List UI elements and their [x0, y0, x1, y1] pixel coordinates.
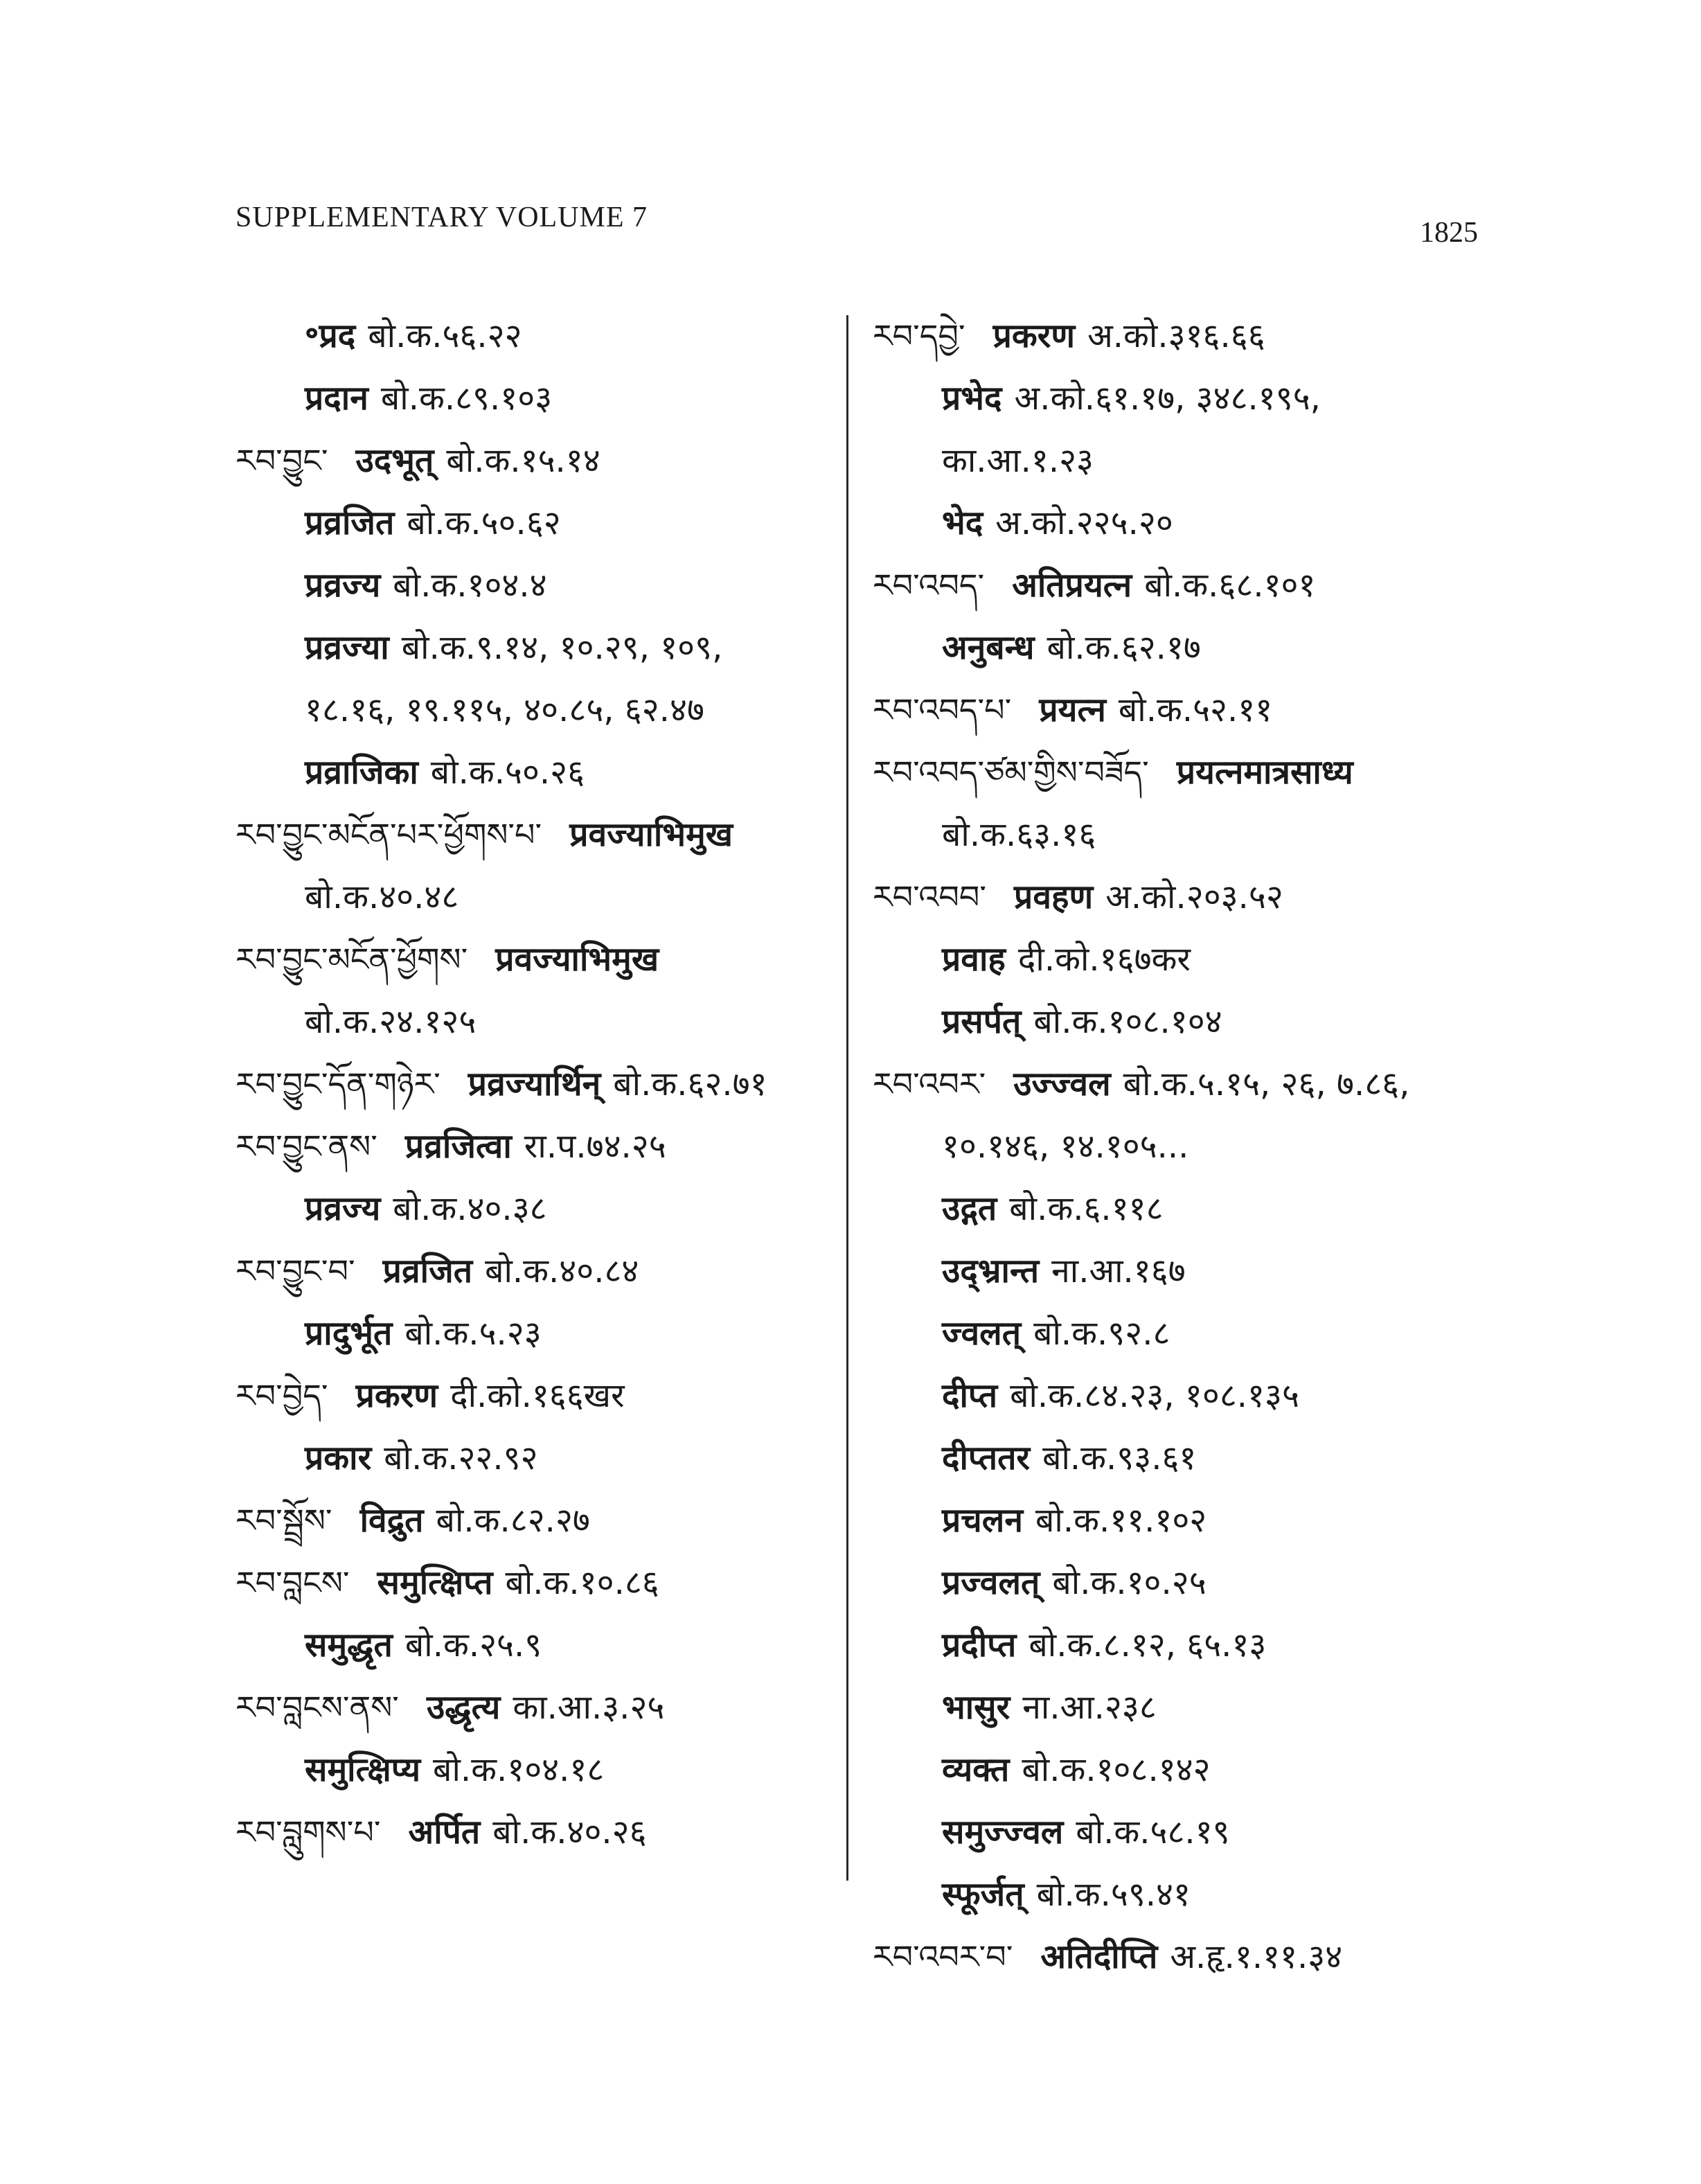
sanskrit-equivalent: प्रादुर्भूत	[305, 1314, 393, 1353]
source-reference: बो.क.६२.७१	[613, 1065, 767, 1103]
source-reference: बो.क.५२.११	[1118, 691, 1273, 729]
source-reference: बो.क.१०८.१०४	[1033, 1002, 1222, 1041]
source-reference: बो.क.५९.४१	[1036, 1875, 1191, 1914]
source-reference: बो.क.९३.६१	[1042, 1439, 1197, 1477]
dictionary-entry-line	[873, 1552, 1496, 1614]
tibetan-headword: རབ་སྦྲོས་	[235, 1502, 332, 1539]
tibetan-headword: རབ་བྱུང་དོན་གཉེར་	[235, 1065, 440, 1103]
sanskrit-equivalent: प्रदान	[305, 379, 368, 418]
source-reference: १८.१६, १९.११५, ४०.८५, ६२.४७	[305, 691, 704, 729]
sanskrit-equivalent: उद्भ्रान्त	[942, 1252, 1040, 1290]
source-reference: बो.क.१०४.४	[393, 566, 547, 605]
tibetan-headword: རབ་བླངས་	[235, 1564, 350, 1601]
source-reference: का.आ.१.२३	[942, 441, 1094, 480]
source-reference: बो.क.९२.८	[1033, 1314, 1170, 1353]
sanskrit-equivalent: समुज्ज्वल	[942, 1813, 1064, 1852]
source-reference: ना.आ.१६७	[1051, 1252, 1186, 1290]
sanskrit-equivalent: उद्गत	[942, 1189, 997, 1228]
sanskrit-equivalent: विद्रुत	[359, 1501, 424, 1540]
source-reference: बो.क.९.१४, १०.२९, १०९,	[401, 628, 723, 667]
sanskrit-equivalent: स्फूर्जत्	[942, 1875, 1024, 1914]
source-reference: बो.क.५०.६२	[407, 504, 561, 542]
dictionary-entry-line	[873, 1739, 1496, 1801]
dictionary-entry-line	[235, 1801, 880, 1863]
sanskrit-equivalent: समुत्क्षिप्त	[377, 1563, 493, 1602]
source-reference: १०.१४६, १४.१०५...	[942, 1127, 1189, 1166]
dictionary-entry-line	[873, 1801, 1496, 1863]
tibetan-headword: རབ་བྱུང་	[235, 442, 328, 479]
dictionary-entry-line	[873, 866, 1496, 928]
source-reference: बो.क.६३.१६	[942, 815, 1096, 854]
source-reference: अ.को.२२५.२०	[995, 504, 1173, 542]
sanskrit-equivalent: प्रयत्न	[1039, 691, 1106, 729]
sanskrit-equivalent: समुद्धृत	[305, 1626, 393, 1664]
tibetan-headword: རབ་བླུགས་པ་	[235, 1813, 381, 1851]
running-title: SUPPLEMENTARY VOLUME 7	[235, 202, 648, 233]
dictionary-entry-line	[235, 866, 880, 928]
sanskrit-equivalent: दीप्ततर	[942, 1439, 1031, 1477]
sanskrit-equivalent: उदभूत्	[355, 441, 434, 480]
dictionary-entry-line	[873, 1365, 1496, 1427]
source-reference: बो.क.८९.१०३	[380, 379, 553, 418]
sanskrit-equivalent: प्रचलन	[942, 1501, 1023, 1540]
sanskrit-equivalent: प्रव्रज्या	[305, 628, 389, 667]
sanskrit-equivalent: ज्वलत्	[942, 1314, 1022, 1353]
source-reference: बो.क.५६.२२	[368, 317, 522, 355]
dictionary-entry-line	[873, 991, 1496, 1053]
left-column	[235, 305, 880, 1863]
source-reference: दी.को.१६७कर	[1017, 940, 1191, 979]
dictionary-entry-line	[235, 492, 880, 554]
source-reference: बो.क.८.१२, ६५.१३	[1028, 1626, 1267, 1664]
tibetan-headword: རབ་འབད་ཙམ་གྱིས་བཟོད་	[873, 754, 1149, 791]
dictionary-entry-line	[873, 928, 1496, 991]
source-reference: बो.क.६८.१०१	[1144, 566, 1316, 605]
sanskrit-equivalent: प्रयत्नमात्रसाध्य	[1176, 753, 1353, 792]
dictionary-entry-line	[873, 804, 1496, 866]
dictionary-entry-line	[873, 1053, 1496, 1115]
sanskrit-equivalent: प्रज्वलत्	[942, 1563, 1040, 1602]
sanskrit-equivalent: अतिदीप्ति	[1040, 1937, 1158, 1976]
source-reference: बो.क.११.१०२	[1035, 1501, 1207, 1540]
tibetan-headword: རབ་དབྱེ་	[873, 317, 965, 355]
sanskrit-equivalent: भासुर	[942, 1688, 1010, 1727]
dictionary-entry-line	[235, 429, 880, 492]
sanskrit-equivalent: ॰प्रद	[305, 317, 356, 355]
dictionary-entry-line	[873, 1302, 1496, 1365]
dictionary-entry-line	[235, 1739, 880, 1801]
right-column	[873, 305, 1496, 1988]
tibetan-headword: རབ་འབར་བ་	[873, 1938, 1013, 1976]
source-reference: बो.क.५०.२६	[430, 753, 585, 792]
dictionary-entry-line	[235, 1676, 880, 1739]
dictionary-entry-line	[235, 1489, 880, 1552]
dictionary-entry-line	[873, 1240, 1496, 1302]
tibetan-headword: རབ་བྱེད་	[235, 1377, 328, 1414]
dictionary-entry-line	[873, 1614, 1496, 1676]
source-reference: बो.क.६.११८	[1009, 1189, 1164, 1228]
tibetan-headword: རབ་བྱུང་བ་	[235, 1252, 355, 1290]
dictionary-entry-line	[235, 1365, 880, 1427]
sanskrit-equivalent: प्रसर्पत्	[942, 1002, 1022, 1041]
tibetan-headword: རབ་བླངས་ནས་	[235, 1689, 399, 1726]
source-reference: बो.क.१५.१४	[446, 441, 600, 480]
sanskrit-equivalent: दीप्त	[942, 1376, 998, 1415]
tibetan-headword: རབ་བྱུང་མངོན་པར་ཕྱོགས་པ་	[235, 816, 542, 853]
source-reference: बो.क.८४.२३, १०८.१३५	[1010, 1376, 1299, 1415]
dictionary-entry-line	[235, 305, 880, 367]
sanskrit-equivalent: प्रदीप्त	[942, 1626, 1017, 1664]
sanskrit-equivalent: उद्धृत्य	[426, 1688, 501, 1727]
sanskrit-equivalent: अनुबन्ध	[942, 628, 1035, 667]
source-reference: बो.क.४०.३८	[393, 1189, 547, 1228]
dictionary-entry-line	[235, 928, 880, 991]
source-reference: बो.क.२२.९२	[384, 1439, 538, 1477]
dictionary-entry-line	[235, 367, 880, 429]
page-number: 1825	[1420, 217, 1478, 249]
source-reference: बो.क.५.१५, २६, ७.८६,	[1123, 1065, 1410, 1103]
sanskrit-equivalent: प्रव्रज्य	[305, 566, 381, 605]
source-reference: बो.क.४०.२६	[492, 1813, 647, 1852]
sanskrit-equivalent: प्रवज्याभिमुख	[495, 940, 659, 979]
dictionary-entry-line	[235, 1614, 880, 1676]
dictionary-entry-line	[235, 1053, 880, 1115]
dictionary-entry-line	[235, 1427, 880, 1489]
dictionary-entry-line	[235, 1115, 880, 1178]
source-reference: बो.क.१०.८६	[505, 1563, 659, 1602]
sanskrit-equivalent: प्रव्रजित्वा	[404, 1127, 512, 1166]
tibetan-headword: རབ་བྱུང་ནས་	[235, 1128, 377, 1165]
tibetan-headword: རབ་འབད་	[873, 567, 985, 604]
source-reference: अ.को.३१६.६६	[1087, 317, 1265, 355]
source-reference: बो.क.१०.२५	[1052, 1563, 1206, 1602]
dictionary-entry-line	[235, 804, 880, 866]
sanskrit-equivalent: प्रवहण	[1014, 878, 1094, 916]
dictionary-entry-line	[873, 1863, 1496, 1926]
dictionary-entry-line	[235, 991, 880, 1053]
source-reference: बो.क.८२.२७	[436, 1501, 590, 1540]
sanskrit-equivalent: प्रव्रज्य	[305, 1189, 381, 1228]
dictionary-entry-line	[235, 616, 880, 679]
source-reference: बो.क.५८.१९	[1076, 1813, 1230, 1852]
dictionary-entry-line	[235, 554, 880, 616]
dictionary-entry-line	[235, 741, 880, 804]
source-reference: बो.क.४०.८४	[485, 1252, 639, 1290]
tibetan-headword: རབ་བྱུང་མངོན་ཕྱོགས་	[235, 941, 468, 978]
source-reference: बो.क.४०.४८	[305, 878, 459, 916]
sanskrit-equivalent: प्रव्रजित	[305, 504, 395, 542]
dictionary-entry-line	[873, 679, 1496, 741]
source-reference: ना.आ.२३८	[1022, 1688, 1157, 1727]
column-divider	[846, 315, 848, 1881]
dictionary-entry-line	[873, 492, 1496, 554]
dictionary-entry-line	[873, 741, 1496, 804]
source-reference: अ.हृ.१.११.३४	[1170, 1937, 1343, 1976]
sanskrit-equivalent: भेद	[942, 504, 983, 542]
dictionary-entry-line	[235, 1240, 880, 1302]
dictionary-entry-line	[873, 616, 1496, 679]
dictionary-entry-line	[873, 1115, 1496, 1178]
source-reference: बो.क.२५.९	[404, 1626, 542, 1664]
source-reference: बो.क.१०४.१८	[433, 1750, 605, 1789]
sanskrit-equivalent: प्रकरण	[355, 1376, 438, 1415]
sanskrit-equivalent: समुत्क्षिप्य	[305, 1750, 421, 1789]
sanskrit-equivalent: उज्ज्वल	[1013, 1065, 1111, 1103]
sanskrit-equivalent: प्रकरण	[992, 317, 1076, 355]
dictionary-entry-line	[873, 1427, 1496, 1489]
source-reference: बो.क.१०८.१४२	[1022, 1750, 1211, 1789]
dictionary-entry-line	[873, 554, 1496, 616]
dictionary-entry-line	[235, 1302, 880, 1365]
dictionary-entry-line	[873, 1926, 1496, 1988]
source-reference: बो.क.२४.१२५	[305, 1002, 477, 1041]
tibetan-headword: རབ་འབར་	[873, 1065, 986, 1103]
sanskrit-equivalent: व्यक्त	[942, 1750, 1010, 1789]
dictionary-entry-line	[235, 1552, 880, 1614]
source-reference: बो.क.६२.१७	[1047, 628, 1201, 667]
dictionary-entry-line	[873, 305, 1496, 367]
dictionary-entry-line	[873, 1489, 1496, 1552]
source-reference: रा.प.७४.२५	[524, 1127, 666, 1166]
dictionary-entry-line	[235, 679, 880, 741]
sanskrit-equivalent: प्रवाह	[942, 940, 1006, 979]
source-reference: अ.को.६१.१७, ३४८.१९५,	[1014, 379, 1321, 418]
dictionary-entry-line	[873, 1676, 1496, 1739]
source-reference: का.आ.३.२५	[513, 1688, 665, 1727]
source-reference: दी.को.१६६खर	[450, 1376, 625, 1415]
sanskrit-equivalent: प्रवज्याभिमुख	[569, 815, 733, 854]
sanskrit-equivalent: प्रव्रजित	[382, 1252, 473, 1290]
dictionary-entry-line	[873, 1178, 1496, 1240]
tibetan-headword: རབ་འབབ་	[873, 878, 987, 916]
tibetan-headword: རབ་འབད་པ་	[873, 691, 1012, 729]
sanskrit-equivalent: प्रकार	[305, 1439, 372, 1477]
dictionary-entry-line	[235, 1178, 880, 1240]
sanskrit-equivalent: प्रव्रज्यार्थिन्	[467, 1065, 601, 1103]
source-reference: बो.क.५.२३	[404, 1314, 542, 1353]
dictionary-entry-line	[873, 429, 1496, 492]
source-reference: अ.को.२०३.५२	[1105, 878, 1283, 916]
sanskrit-equivalent: प्रव्राजिका	[305, 753, 418, 792]
dictionary-entry-line	[873, 367, 1496, 429]
sanskrit-equivalent: अर्पित	[408, 1813, 481, 1852]
sanskrit-equivalent: प्रभेद	[942, 379, 1002, 418]
sanskrit-equivalent: अतिप्रयत्न	[1012, 566, 1132, 605]
